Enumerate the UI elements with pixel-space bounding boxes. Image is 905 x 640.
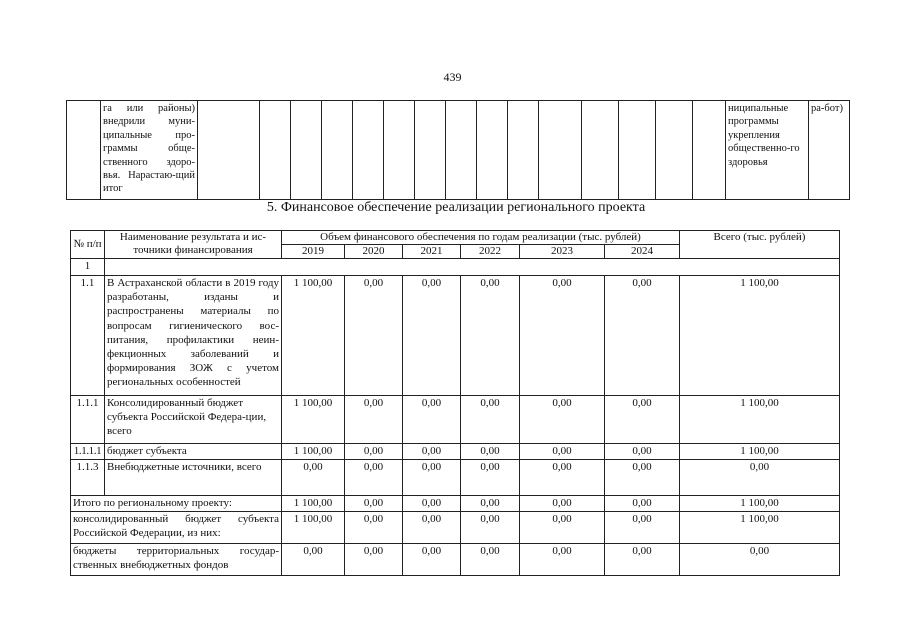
row-name: Внебюджетные источники, всего [105,460,282,496]
summary-value: 0,00 [345,512,403,544]
header-num: № п/п [71,231,105,259]
row-value: 0,00 [345,276,403,396]
top-cell [353,101,384,200]
row-value: 0,00 [403,444,461,460]
top-cell [693,101,726,200]
top-cell [477,101,508,200]
header-volume: Объем финансового обеспечения по годам реализации (тыс. рублей) [282,231,680,245]
financing-table [70,230,840,576]
row-value: 1 100,00 [282,276,345,396]
row-value: 0,00 [605,460,680,496]
top-cell [656,101,693,200]
row-total: 1 100,00 [680,444,840,460]
row-value: 1 100,00 [282,396,345,444]
summary-value: 0,00 [520,544,605,576]
summary-value: 1 100,00 [282,496,345,512]
summary-value: 0,00 [461,496,520,512]
top-right-text: ра-бот) [809,101,850,200]
top-cell [508,101,539,200]
row-total: 1 100,00 [680,396,840,444]
top-cell [539,101,582,200]
row-value: 0,00 [403,460,461,496]
row-value: 0,00 [461,460,520,496]
summary-value: 0,00 [345,544,403,576]
row-num: 1.1.1.1 [71,444,105,460]
header-total: Всего (тыс. рублей) [680,231,840,259]
summary-value: 0,00 [403,512,461,544]
header-year: 2021 [403,245,461,259]
row-value: 0,00 [345,444,403,460]
summary-total: 1 100,00 [680,496,840,512]
row-value: 0,00 [520,460,605,496]
row-value: 1 100,00 [282,444,345,460]
top-cell [291,101,322,200]
summary-name: консолидированный бюджет субъекта Российской Федерации, из них: [71,512,282,544]
summary-value: 0,00 [605,496,680,512]
top-cell [322,101,353,200]
row-num: 1.1 [71,276,105,396]
header-year: 2020 [345,245,403,259]
top-cell [198,101,260,200]
top-cell [619,101,656,200]
top-cell [446,101,477,200]
summary-value: 1 100,00 [282,512,345,544]
row-value: 0,00 [403,276,461,396]
header-year: 2023 [520,245,605,259]
summary-total: 0,00 [680,544,840,576]
summary-value: 0,00 [605,544,680,576]
row-value: 0,00 [520,396,605,444]
row-value: 0,00 [345,460,403,496]
summary-value: 0,00 [520,512,605,544]
row-value: 0,00 [461,276,520,396]
row-value: 0,00 [605,396,680,444]
top-cell [415,101,446,200]
top-cell [260,101,291,200]
top-left-text: га или районы) внедрили муни-ципальные про-граммы обще-ственного здоро-вья. Нарастаю-щий итог [101,101,198,200]
top-cell [67,101,101,200]
page-number: 439 [443,70,462,84]
group-row-body [105,259,840,276]
summary-value: 0,00 [403,496,461,512]
row-name: бюджет субъекта [105,444,282,460]
row-num: 1.1.1 [71,396,105,444]
row-num: 1.1.3 [71,460,105,496]
row-name: Консолидированный бюджет субъекта Российской Федера-ции, всего [105,396,282,444]
summary-value: 0,00 [605,512,680,544]
header-year: 2024 [605,245,680,259]
summary-name: Итого по региональному проекту: [71,496,282,512]
summary-total: 1 100,00 [680,512,840,544]
top-cell [384,101,415,200]
summary-value: 0,00 [461,512,520,544]
row-value: 0,00 [461,396,520,444]
summary-value: 0,00 [282,544,345,576]
row-value: 0,00 [282,460,345,496]
group-row-num: 1 [71,259,105,276]
top-mid-text: ниципальные программы укрепления общественно-го здоровья [726,101,809,200]
summary-value: 0,00 [461,544,520,576]
row-total: 0,00 [680,460,840,496]
section-title: 5. Финансовое обеспечение реализации регионального проекта [266,200,646,215]
row-total: 1 100,00 [680,276,840,396]
row-value: 0,00 [345,396,403,444]
row-name: В Астраханской области в 2019 году разработаны, изданы и распространены материалы по вопросам гигиенического вос-питания, профилактики неин-фекционных заболеваний и формирования ЗОЖ с учетом региональных особенностей [105,276,282,396]
row-value: 0,00 [605,276,680,396]
row-value: 0,00 [520,276,605,396]
header-year: 2019 [282,245,345,259]
top-table-fragment [66,100,850,200]
header-name: Наименование результата и ис-точники финансирования [105,231,282,259]
row-value: 0,00 [520,444,605,460]
summary-value: 0,00 [403,544,461,576]
row-value: 0,00 [461,444,520,460]
row-value: 0,00 [403,396,461,444]
row-value: 0,00 [605,444,680,460]
summary-name: бюджеты территориальных государ-ственных внебюджетных фондов [71,544,282,576]
top-cell [582,101,619,200]
summary-value: 0,00 [345,496,403,512]
header-year: 2022 [461,245,520,259]
summary-value: 0,00 [520,496,605,512]
